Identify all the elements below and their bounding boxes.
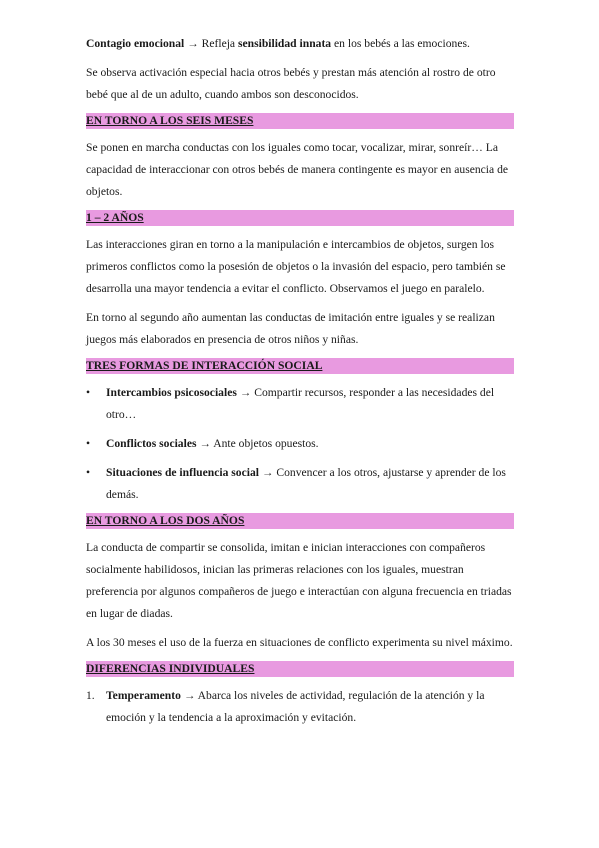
list-item [86,433,514,455]
six-months-paragraph: Se ponen en marcha conductas con los iguales como tocar, vocalizar, mirar, sonreír… La capacidad de interaccionar con otros bebés de manera contingente es mayor en ausencia de objetos. [86,141,509,198]
list-item-term: Situaciones de influencia social [106,466,259,479]
bullet-mark: • [86,437,91,450]
heading-one-two-years-text: 1 – 2 AÑOS [86,211,144,224]
one-two-years-paragraph-2: En torno al segundo año aumentan las conductas de imitación entre iguales y se realizan juegos más elaborados en presencia de otros niños y niñas. [86,311,495,346]
list-item-text [106,462,514,506]
heading-three-forms [86,358,514,374]
list-item-rest: → Compartir recursos, responder a las necesidades del otro… [106,386,495,421]
numbered-item-text [106,685,514,729]
heading-three-forms-text: TRES FORMAS DE INTERACCIÓN SOCIAL [86,359,323,372]
intro-rest: en los bebés a las emociones. [331,37,470,50]
heading-one-two-years [86,210,514,226]
intro-term: Contagio emocional [86,37,185,50]
numbered-item [86,685,514,729]
heading-six-months-text: EN TORNO A LOS SEIS MESES [86,114,254,127]
numbered-item-rest: → Abarca los niveles de actividad, regulación de la atención y la emoción y la tendencia a la aproximación y evitación. [106,689,485,724]
two-years-paragraph-2: A los 30 meses el uso de la fuerza en situaciones de conflicto experimenta su nivel máximo. [86,636,513,649]
intro-paragraph: Se observa activación especial hacia otros bebés y prestan más atención al rostro de otro bebé que al de un adulto, cuando ambos son desconocidos. [86,66,496,101]
list-item [86,382,514,426]
two-years-paragraph-1: La conducta de compartir se consolida, imitan e inician interacciones con compañeros socialmente habilidosos, inician las primeras relaciones con los iguales, muestran preferencia por algunos compañeros de juego e interactúan con alguna frecuencia en triadas en lugar de diadas. [86,541,512,620]
bullet-mark: • [86,386,91,399]
numbered-item-term: Temperamento [106,689,181,702]
list-item-rest: → Convencer a los otros, ajustarse y aprender de los demás. [106,466,506,501]
list-item [86,462,514,506]
intro-arrow-text: → Refleja [184,37,238,50]
list-item-term: Conflictos sociales [106,437,197,450]
intro-line [86,33,514,55]
list-item-rest: → Ante objetos opuestos. [196,437,319,450]
list-item-text [106,433,514,455]
one-two-years-paragraph-1: Las interacciones giran en torno a la manipulación e intercambios de objetos, surgen los primeros conflictos como la posesión de objetos o la invasión del espacio, pero también se desarrolla una mayor tendencia a evitar el conflicto. Observamos el juego en paralelo. [86,238,506,295]
bullet-mark: • [86,466,91,479]
heading-six-months [86,113,514,129]
document-page [86,33,514,736]
heading-two-years-text: EN TORNO A LOS DOS AÑOS [86,514,245,527]
number-mark: 1. [86,689,95,702]
heading-individual [86,661,514,677]
list-item-text [106,382,514,426]
list-item-term: Intercambios psicosociales [106,386,237,399]
heading-individual-text: DIFERENCIAS INDIVIDUALES [86,662,255,675]
heading-two-years [86,513,514,529]
intro-term2: sensibilidad innata [237,37,332,50]
